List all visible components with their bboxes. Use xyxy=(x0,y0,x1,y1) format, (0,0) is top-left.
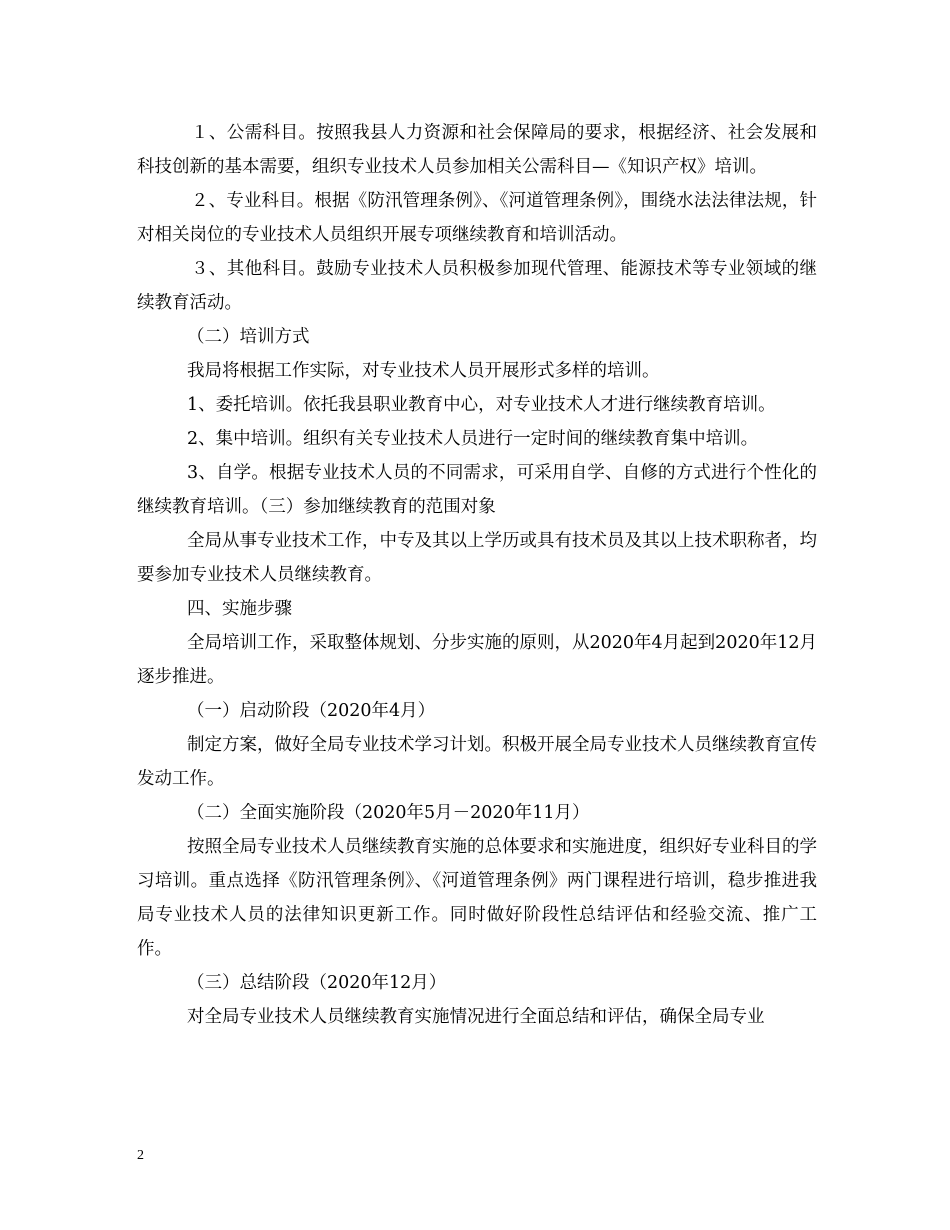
heading-summary-stage: （三）总结阶段（2020年12月） xyxy=(187,973,447,993)
paragraph-professional-subjects: ２、专业科目。根据《防汛管理条例》、《河道管理条例》，围绕水法法律法规，针对相关岗位的专业技术人员组织开展专项继续教育和培训活动。 xyxy=(137,191,817,245)
paragraph-implementation-intro: 全局培训工作，采取整体规划、分步实施的原则，从2020年4月起到2020年12月逐步推进。 xyxy=(137,633,817,687)
paragraph-entrusted-training: 1、委托培训。依托我县职业教育中心，对专业技术人才进行继续教育培训。 xyxy=(187,395,776,415)
paragraph-summary-stage: 对全局专业技术人员继续教育实施情况进行全面总结和评估，确保全局专业 xyxy=(187,1007,765,1027)
paragraph-public-subjects: １、公需科目。按照我县人力资源和社会保障局的要求，根据经济、社会发展和科技创新的基本需要，组织专业技术人员参加相关公需科目—《知识产权》培训。 xyxy=(137,123,817,177)
paragraph-self-study: 3、自学。根据专业技术人员的不同需求，可采用自学、自修的方式进行个性化的继续教育培训。（三）参加继续教育的范围对象 xyxy=(137,463,817,517)
page-number: 2 xyxy=(137,1148,144,1163)
paragraph-training-intro: 我局将根据工作实际，对专业技术人员开展形式多样的培训。 xyxy=(187,361,660,381)
paragraph-launch-stage: 制定方案，做好全局专业技术学习计划。积极开展全局专业技术人员继续教育宣传发动工作。 xyxy=(137,735,817,789)
heading-launch-stage: （一）启动阶段（2020年4月） xyxy=(187,701,436,721)
paragraph-scope: 全局从事专业技术工作，中专及其以上学历或具有技术员及其以上技术职称者，均要参加专业技术人员继续教育。 xyxy=(137,531,817,585)
paragraph-full-implementation-stage: 按照全局专业技术人员继续教育实施的总体要求和实施进度，组织好专业科目的学习培训。重点选择《防汛管理条例》、《河道管理条例》两门课程进行培训，稳步推进我局专业技术人员的法律知识更新工作。同时做好阶段性总结评估和经验交流、推广工作。 xyxy=(137,837,817,959)
heading-training-method: （二）培训方式 xyxy=(187,327,310,347)
paragraph-centralized-training: 2、集中培训。组织有关专业技术人员进行一定时间的继续教育集中培训。 xyxy=(187,429,759,449)
heading-full-implementation-stage: （二）全面实施阶段（2020年5月－2020年11月） xyxy=(187,803,590,823)
heading-implementation-steps: 四、实施步骤 xyxy=(187,599,292,619)
document-body xyxy=(137,116,817,1034)
paragraph-other-subjects: ３、其他科目。鼓励专业技术人员积极参加现代管理、能源技术等专业领域的继续教育活动。 xyxy=(137,259,817,313)
